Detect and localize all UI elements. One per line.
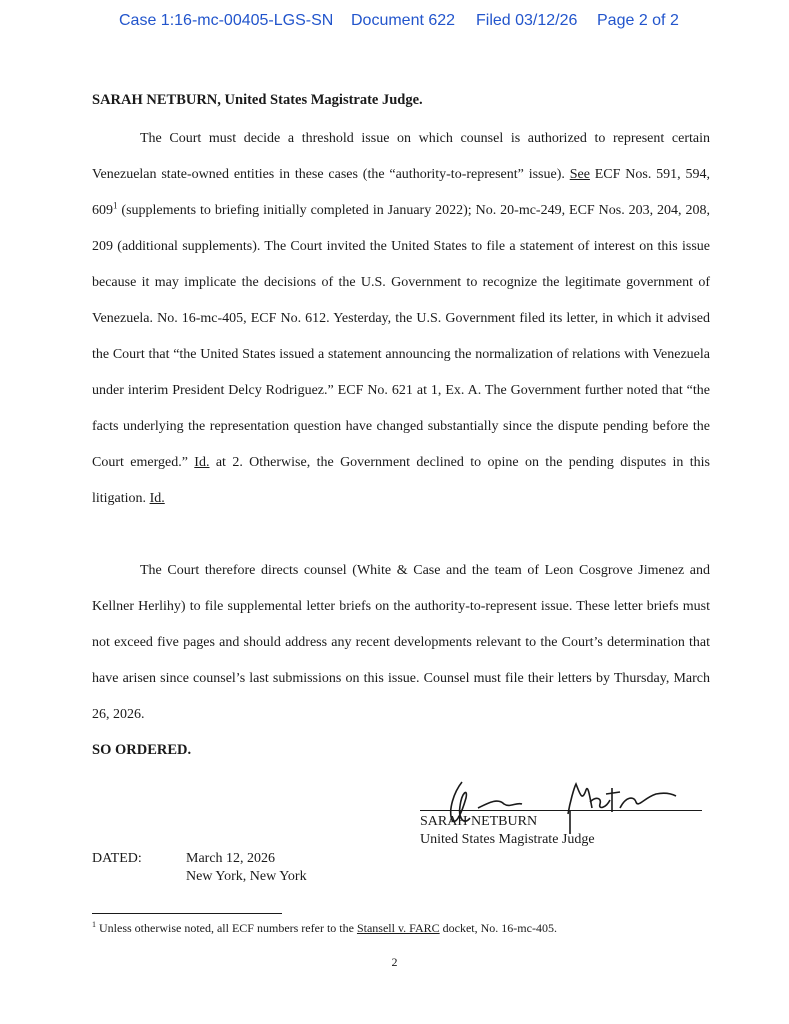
id-citation-2: Id. xyxy=(149,491,165,506)
dated-date: March 12, 2026 xyxy=(186,851,276,866)
footnote-text-1: Unless otherwise noted, all ECF numbers refer to the xyxy=(96,921,357,935)
footnote-separator xyxy=(92,913,282,914)
dated-label: DATED: xyxy=(92,851,142,866)
see-signal: See xyxy=(569,167,590,182)
para1-text-4: at 2. Otherwise, the Government declined to opine on the pending disputes in this litigation. xyxy=(92,455,711,506)
id-citation-1: Id. xyxy=(194,455,210,470)
paragraph-1 xyxy=(92,121,710,517)
footnote-reference: 1 xyxy=(113,200,118,211)
paragraph-2 xyxy=(92,553,710,733)
so-ordered: SO ORDERED. xyxy=(92,742,192,758)
signature-line xyxy=(420,810,702,811)
footnote-mark: 1 xyxy=(92,920,96,929)
signatory-name: SARAH NETBURN xyxy=(420,814,538,829)
footnote-case-name: Stansell v. FARC xyxy=(356,921,440,935)
footnote-text-2: docket, No. 16-mc-405. xyxy=(439,921,557,935)
header-case-number: Case 1:16-mc-00405-LGS-SN xyxy=(119,12,334,29)
para2-text: The Court therefore directs counsel (White & Case and the team of Leon Cosgrove Jimenez and Kellner Herlihy) to file supplemental letter briefs on the authority-to-represent issue. These letter briefs must not exceed five pages and should address any recent developments relevant to the Court’s determination that have arisen since counsel’s last submissions on this issue. Counsel must file their letters by Thursday, March 26, 2026. xyxy=(92,563,710,722)
signatory-title: United States Magistrate Judge xyxy=(420,832,595,847)
header-page-count: Page 2 of 2 xyxy=(597,12,679,29)
judge-heading: SARAH NETBURN, United States Magistrate Judge. xyxy=(92,92,423,108)
header-filed-date: Filed 03/12/26 xyxy=(476,12,578,29)
footnote xyxy=(92,921,557,936)
para1-text-2: ECF Nos. 591, 594, 609 xyxy=(92,167,710,218)
page-number: 2 xyxy=(391,955,398,969)
header-document-number: Document 622 xyxy=(351,12,456,29)
para1-text-3: (supplements to briefing initially completed in January 2022); No. 20-mc-249, ECF Nos. 203, 204, 208, 209 (additional supplements). The Court invited the United States to file a statement of interest on this issue because it may implicate the decisions of the U.S. Government to recognize the legitimate government of Venezuela. No. 16-mc-405, ECF No. 612. Yesterday, the U.S. Government filed its letter, in which it advised the Court that “the United States issued a statement announcing the normalization of relations with Venezuela under interim President Delcy Rodriguez.” ECF No. 621 at 1, Ex. A. The Government further noted that “the facts underlying the representation question have changed substantially since the dispute pending before the Court emerged.” xyxy=(92,203,710,470)
dated-place: New York, New York xyxy=(186,869,307,884)
para1-text-1: The Court must decide a threshold issue on which counsel is authorized to represent certain Venezuelan state-owned entities in these cases (the “authority-to-represent” issue). xyxy=(92,131,710,182)
